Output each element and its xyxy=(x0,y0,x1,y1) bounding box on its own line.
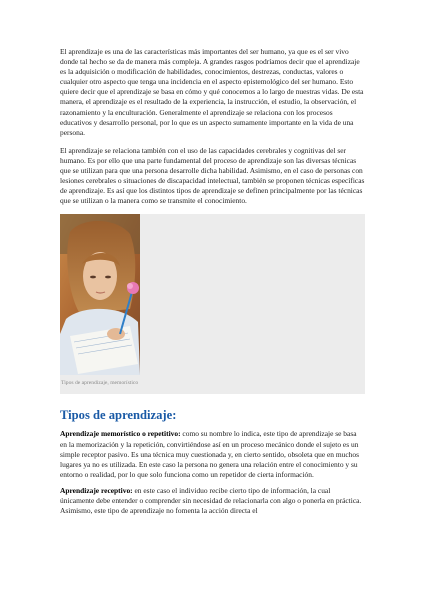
girl-writing-photo xyxy=(60,214,140,375)
definition-text: como su nombre lo indica, este tipo de aprendizaje se basa en la memorización y la repetición, convirtiéndose así en un proceso mecánico donde el sujeto es un simple receptor pasivo. Es una técnica muy cuestionada y, en cierto sentido, obsoleta que en muchos lugares ya no es utilizada. En este caso la persona no genera una relación entre el conocimiento y su entorno o realidad, por lo que solo funciona como un repetidor de cierta información. xyxy=(60,429,359,479)
figure-caption: Tipos de aprendizaje, memorístico xyxy=(61,380,139,387)
figure-block xyxy=(60,214,365,394)
document-page xyxy=(60,47,365,516)
definition-term: Aprendizaje receptivo: xyxy=(60,485,133,495)
techniques-paragraph: El aprendizaje se relaciona también con el uso de las capacidades cerebrales y cognitivas del ser humano. Es por ello que una parte fundamental del proceso de aprendizaje son las diversas técnicas que se utilizan para que una persona desarrolle dicha habilidad. Asimismo, en el caso de personas con lesiones cerebrales o situaciones de discapacidad intelectual, también se proponen técnicas específicas de aprendizaje. Es así que los distintos tipos de aprendizaje se definen principalmente por las técnicas que se utilizan o la manera como se transmite el conocimiento. xyxy=(60,145,365,206)
intro-paragraph: El aprendizaje es una de las características más importantes del ser humano, ya que es el ser vivo donde tal hecho se da de manera más compleja. A grandes rasgos podríamos decir que el aprendizaje es la adquisición o modificación de habilidades, conocimientos, destrezas, conductas, valores o cualquier otro aspecto que tenga una incidencia en el aspecto epistemológico del ser humano. Esto quiere decir que el aprendizaje se basa en cómo y qué conocemos a lo largo de nuestras vidas. De esta manera, el aprendizaje es el resultado de la experiencia, la instrucción, el estudio, la observación, el razonamiento y la enculturación. Generalmente el aprendizaje se relaciona con los procesos educativos y desarrollo personal, por lo que es un aspecto sumamente importante en la vida de una persona. xyxy=(60,47,364,137)
definition-memoristico xyxy=(60,429,365,479)
definition-text: en este caso el individuo recibe cierto tipo de información, la cual únicamente debe entender o comprender sin necesidad de relacionarla con algo o ponerla en práctica. Asimismo, este tipo de aprendizaje no fomenta la acción directa el xyxy=(60,485,362,516)
section-title: Tipos de aprendizaje: xyxy=(60,408,177,423)
definition-receptivo xyxy=(60,486,365,516)
definition-term: Aprendizaje memorístico o repetitivo: xyxy=(60,429,181,439)
